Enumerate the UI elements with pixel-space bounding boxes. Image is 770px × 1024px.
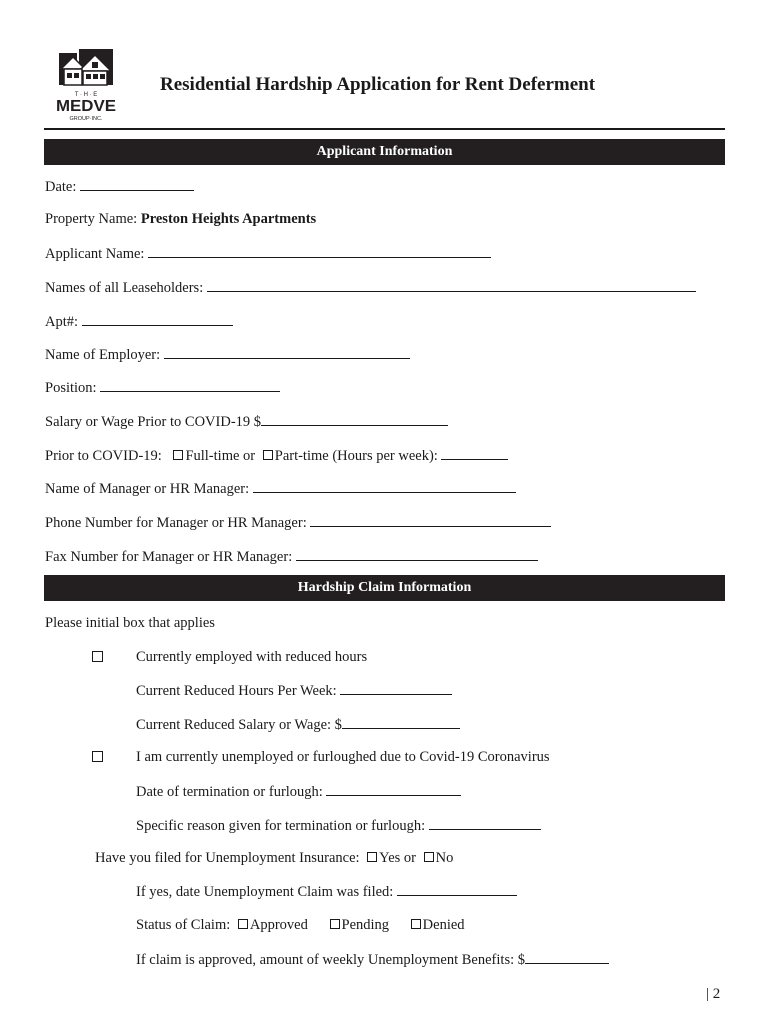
logo-name: MEDVE xyxy=(56,98,116,115)
reduced-salary-field[interactable] xyxy=(342,715,460,729)
weekly-benefits-label: If claim is approved, amount of weekly Unemployment Benefits: $ xyxy=(136,952,525,968)
reduced-hours-label: Current Reduced Hours Per Week: xyxy=(136,683,337,699)
filed-yes-checkbox[interactable] xyxy=(367,852,377,862)
claim-status-row xyxy=(136,916,465,934)
page-title: Residential Hardship Application for Rent Deferment xyxy=(160,74,596,95)
termination-reason-label: Specific reason given for termination or furlough: xyxy=(136,818,426,834)
house-icon xyxy=(59,49,113,85)
approved-checkbox[interactable] xyxy=(238,919,248,929)
property-value: Preston Heights Apartments xyxy=(140,211,317,227)
apt-field[interactable] xyxy=(82,312,233,326)
termination-reason-row xyxy=(136,816,541,835)
option-reduced-hours: Currently employed with reduced hours xyxy=(136,649,368,665)
parttime-checkbox[interactable] xyxy=(263,450,273,460)
section-header-hardship: Hardship Claim Information xyxy=(44,575,725,601)
property-label: Property Name: xyxy=(45,211,138,227)
fulltime-label: Full-time or xyxy=(185,448,256,464)
weekly-benefits-field[interactable] xyxy=(525,950,609,964)
applicant-name-label: Applicant Name: xyxy=(45,246,145,262)
termination-date-label: Date of termination or furlough: xyxy=(136,784,323,800)
manager-label: Name of Manager or HR Manager: xyxy=(45,481,250,497)
filed-yes-label: Yes or xyxy=(379,850,416,866)
reduced-salary-label: Current Reduced Salary or Wage: $ xyxy=(136,717,342,733)
property-row xyxy=(45,210,316,228)
denied-label: Denied xyxy=(422,917,465,933)
fulltime-checkbox[interactable] xyxy=(173,450,183,460)
date-label: Date: xyxy=(45,179,77,195)
employer-label: Name of Employer: xyxy=(45,347,161,363)
filed-question: Have you filed for Unemployment Insurance: xyxy=(95,850,360,866)
reduced-salary-row xyxy=(136,715,460,734)
logo-group: GROUP·INC. xyxy=(69,116,103,122)
date-row xyxy=(45,177,194,196)
filed-no-label: No xyxy=(435,850,454,866)
claim-date-label: If yes, date Unemployment Claim was filed: xyxy=(136,884,394,900)
fax-field[interactable] xyxy=(296,547,538,561)
reduced-hours-checkbox[interactable] xyxy=(92,651,103,662)
hours-per-week-field[interactable] xyxy=(441,446,508,460)
claim-status-label: Status of Claim: xyxy=(136,917,231,933)
apt-label: Apt#: xyxy=(45,314,79,330)
unemployed-checkbox[interactable] xyxy=(92,751,103,762)
leaseholders-label: Names of all Leaseholders: xyxy=(45,280,204,296)
phone-row xyxy=(45,513,551,532)
filed-no-checkbox[interactable] xyxy=(424,852,434,862)
salary-label: Salary or Wage Prior to COVID-19 $ xyxy=(45,414,262,430)
manager-row xyxy=(45,479,516,498)
position-row xyxy=(45,378,280,397)
position-label: Position: xyxy=(45,380,97,396)
leaseholders-field[interactable] xyxy=(207,278,696,292)
applicant-name-field[interactable] xyxy=(148,244,491,258)
unemployment-filed-row xyxy=(95,849,453,867)
page-number: | 2 xyxy=(706,986,721,1002)
salary-field[interactable] xyxy=(261,412,448,426)
reduced-hours-row xyxy=(136,681,452,700)
pending-checkbox[interactable] xyxy=(330,919,340,929)
parttime-label: Part-time (Hours per week): xyxy=(274,448,438,464)
pending-label: Pending xyxy=(341,917,390,933)
approved-label: Approved xyxy=(249,917,308,933)
salary-row xyxy=(45,412,448,431)
employment-type-row xyxy=(45,446,508,465)
hardship-instruction: Please initial box that applies xyxy=(45,615,215,631)
logo-the: T · H · E xyxy=(74,92,98,98)
section-header-applicant: Applicant Information xyxy=(44,139,725,165)
termination-date-field[interactable] xyxy=(326,782,461,796)
apt-row xyxy=(45,312,233,331)
denied-checkbox[interactable] xyxy=(411,919,421,929)
position-field[interactable] xyxy=(100,378,280,392)
phone-label: Phone Number for Manager or HR Manager: xyxy=(45,515,307,531)
reduced-hours-field[interactable] xyxy=(340,681,452,695)
claim-date-row xyxy=(136,882,517,901)
leaseholders-row xyxy=(45,278,696,297)
applicant-name-row xyxy=(45,244,491,263)
phone-field[interactable] xyxy=(310,513,551,527)
termination-reason-field[interactable] xyxy=(429,816,541,830)
manager-field[interactable] xyxy=(253,479,516,493)
prior-label: Prior to COVID-19: xyxy=(45,448,162,464)
medve-logo xyxy=(53,47,119,123)
fax-label: Fax Number for Manager or HR Manager: xyxy=(45,549,293,565)
option-unemployed: I am currently unemployed or furloughed due to Covid-19 Coronavirus xyxy=(136,749,550,765)
employer-field[interactable] xyxy=(164,345,410,359)
title-rule xyxy=(44,128,725,130)
weekly-benefits-row xyxy=(136,950,609,969)
date-field[interactable] xyxy=(80,177,194,191)
employer-row xyxy=(45,345,410,364)
fax-row xyxy=(45,547,538,566)
claim-date-field[interactable] xyxy=(397,882,517,896)
termination-date-row xyxy=(136,782,461,801)
